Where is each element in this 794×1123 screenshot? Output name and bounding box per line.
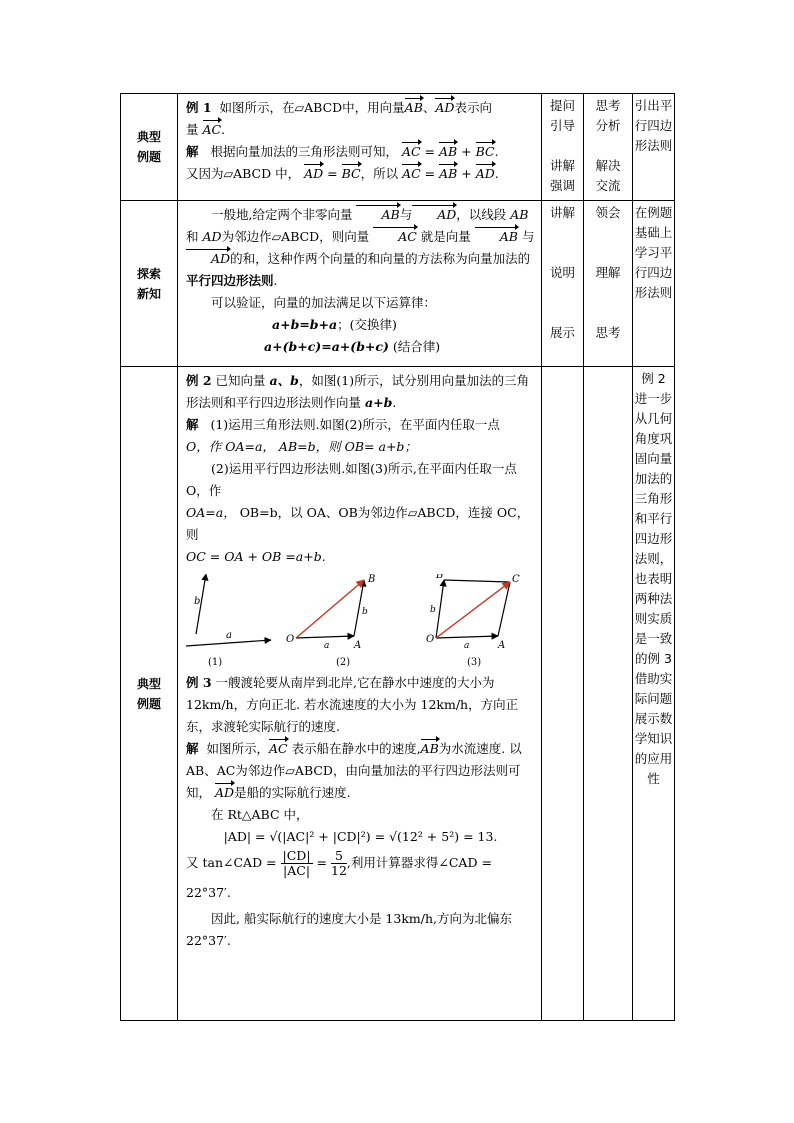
vector: AC [203, 119, 222, 141]
law-note: (结合律) [388, 339, 441, 354]
teacher-activity [542, 201, 584, 367]
figures-svg [186, 574, 536, 670]
row-label: 典型 例题 [121, 94, 178, 201]
fig-label: (1) [208, 657, 223, 668]
text: OB= a+b； [344, 439, 417, 454]
label-a: a [226, 630, 232, 641]
num: 5 [331, 849, 347, 864]
text: 表示船在静水中的速度, [291, 741, 421, 756]
text: OA=a， [225, 439, 275, 454]
solution-text: 又因为▱ABCD 中， [186, 166, 301, 181]
law: a+b=b+a [272, 317, 338, 332]
vector: AB [405, 97, 423, 119]
text: ，以线段 [456, 207, 507, 222]
vector: AD [476, 163, 495, 185]
text: O，作 [186, 439, 222, 454]
op: = [420, 166, 440, 181]
intent-text: 引出平行四边形法则 [634, 98, 673, 153]
solution-label: 解 [186, 741, 199, 756]
point-B: B [436, 574, 444, 581]
example-text: 表示向 [454, 100, 492, 115]
text: OB=b，以 OA、OB为邻边作▱ABCD，连接 OC，则 [186, 505, 530, 542]
vector: AB [421, 738, 439, 760]
vector: AC [402, 141, 421, 163]
fig-label: (2) [336, 657, 351, 668]
text: AB=b，则 [278, 439, 341, 454]
vector: AD [215, 782, 234, 804]
explore-content: 一般地,给定两个非零向量 AB与 AD，以线段 AB 和 AD为邻边作▱ABCD，则向量 AC 就是向量 AB 与 AD的和，这种作两个向量的和向量的方法称为向量加法的平行四边形法则. 可以验证，向量的加法满足以下运算律： a+b=b+a；(交换律) a+(b+c)=a+(b+c) (结合律) [178, 201, 542, 367]
vector-OB [436, 580, 444, 638]
op: + [457, 166, 476, 181]
fraction [331, 849, 347, 878]
vector: AD [304, 163, 323, 185]
text: AB [510, 207, 529, 222]
intent-text: 例 2 进一步从几何角度巩固向量加法的三角形和平行四边形法则，也表明两种法则实质是一致的例 3借助实际问题展示数学知识的应用性 [634, 371, 673, 786]
text: OA + OB =a+b. [224, 549, 326, 564]
label-a: a [464, 641, 470, 651]
text: 一艘渡轮要从南岸到北岸,它在静水中速度的大小为 12km/h，方向正北. 若水流速度的大小为 12km/h，方向正东，求渡轮实际航行的速度. [186, 675, 519, 734]
text: . [392, 395, 397, 410]
den: 12 [331, 863, 347, 878]
teacher-activity [542, 94, 584, 201]
text: 就是向量 [420, 229, 471, 244]
example-text: . [221, 122, 226, 137]
fig-label: (3) [467, 657, 482, 668]
formula: |AD| = √(|AC|² + |CD|²) = √(12² + 5²) = 13. [223, 829, 498, 844]
term: 平行四边形法则 [186, 273, 274, 288]
text: 因此, 船实际航行的速度大小是 13km/h,方向为北偏东 22°37′. [186, 911, 512, 948]
law-note: ；(交换律) [337, 317, 397, 332]
text: 和 [186, 229, 199, 244]
op: = [323, 166, 342, 181]
law: a+(b+c)=a+(b+c) [264, 339, 389, 354]
text: 是船的实际航行速度. [234, 785, 351, 800]
student-text: 思考 分析 解决 交流 [595, 98, 621, 193]
text: OC = [186, 549, 225, 564]
solution-text: ，所以 [360, 166, 399, 181]
vector: BC [476, 141, 495, 163]
text: 与 [399, 207, 413, 222]
text: 在 Rt△ABC 中， [211, 807, 309, 822]
op: = [420, 144, 439, 159]
text: 如图所示， [206, 741, 269, 756]
row-explore [121, 201, 675, 367]
vector-OA [296, 636, 354, 638]
op: = [316, 855, 328, 870]
num: |CD| [282, 848, 311, 863]
text: 与 [521, 229, 535, 244]
op: . [494, 166, 499, 181]
text: OA=a， [186, 505, 236, 520]
design-intent [633, 367, 675, 1021]
teacher-text: 提问 引导 讲解 强调 [549, 98, 575, 193]
text: 已知向量 [215, 373, 266, 388]
solution-label: 解 [186, 144, 199, 159]
vector-OB [296, 580, 364, 638]
student-activity [584, 201, 633, 367]
text: ，如图(1)所示，试分别用向量加法的三角形法则和平行四边形法则作向量 [186, 373, 530, 410]
example-text: 如图所示，在▱ABCD中，用向量 [219, 100, 405, 115]
text: . [273, 273, 278, 288]
design-intent [633, 201, 675, 367]
point-O: O [286, 634, 295, 645]
vector: AC [402, 163, 421, 185]
point-A: A [498, 640, 506, 651]
teacher-activity [542, 367, 584, 1021]
formula: 又 tan∠CAD = [186, 855, 277, 870]
formula: ,利用计算器求得∠CAD = 22°37′. [186, 855, 492, 900]
side-BC [444, 580, 510, 582]
op: + [457, 144, 476, 159]
label-b: b [430, 605, 436, 615]
example-title: 例 1 [186, 100, 212, 115]
point-A: A [354, 640, 362, 651]
examples-2-3 [178, 367, 542, 1021]
student-text: 领会 理解 思考 [595, 205, 621, 340]
sep: 、 [422, 100, 436, 115]
label-b: b [194, 596, 201, 607]
vector: AB [439, 141, 457, 163]
vector: BC [342, 163, 361, 185]
op: . [494, 144, 499, 159]
design-intent [633, 94, 675, 201]
text: 为水流速度. 以 AB、AC为邻边作▱ABCD，由向量加法的平行四边形法则可知， [186, 741, 522, 800]
point-O: O [426, 634, 435, 645]
example-1 [178, 94, 542, 201]
den: |AC| [283, 863, 311, 878]
point-C: C [512, 574, 520, 585]
vector-OA [436, 636, 498, 638]
teacher-text: 讲解 说明 展示 [549, 205, 575, 340]
text: 的和，这种作两个向量的和向量的方法称为向量加法的 [230, 251, 531, 266]
text: 可以验证，向量的加法满足以下运算律： [211, 295, 437, 310]
student-activity [584, 94, 633, 201]
text: (2)运用平行四边形法则.如图(3)所示,在平面内任取一点 O，作 [186, 461, 517, 498]
student-activity [584, 367, 633, 1021]
fraction [281, 849, 313, 878]
text: 一般地,给定两个非零向量 [211, 207, 353, 222]
example-text: 量 [186, 122, 199, 137]
row-example-1 [121, 94, 675, 201]
solution-text: 根据向量加法的三角形法则可知， [210, 144, 398, 159]
intent-text: 在例题基础上学习平行四边形法则 [634, 205, 673, 300]
vector-figures [186, 574, 535, 670]
row-label: 典型 例题 [121, 367, 178, 1021]
example-title: 例 3 [186, 675, 212, 690]
lesson-table [120, 93, 675, 1021]
row-examples-2-3 [121, 367, 675, 1021]
row-label: 探索 新知 [121, 201, 178, 367]
text: 为邻边作▱ABCD，则向量 [221, 229, 370, 244]
vector: AD [435, 97, 454, 119]
vector: AB [439, 163, 457, 185]
solution-label: 解 [186, 417, 199, 432]
point-B: B [368, 574, 376, 585]
label-a: a [324, 641, 330, 651]
text: a、b [269, 373, 299, 388]
example-title: 例 2 [186, 373, 212, 388]
text: AD [202, 229, 222, 244]
text: (1)运用三角形法则.如图(2)所示，在平面内任取一点 [210, 417, 500, 432]
vector: AC [269, 738, 288, 760]
text: a+b [365, 395, 393, 410]
label-b: b [362, 607, 368, 617]
